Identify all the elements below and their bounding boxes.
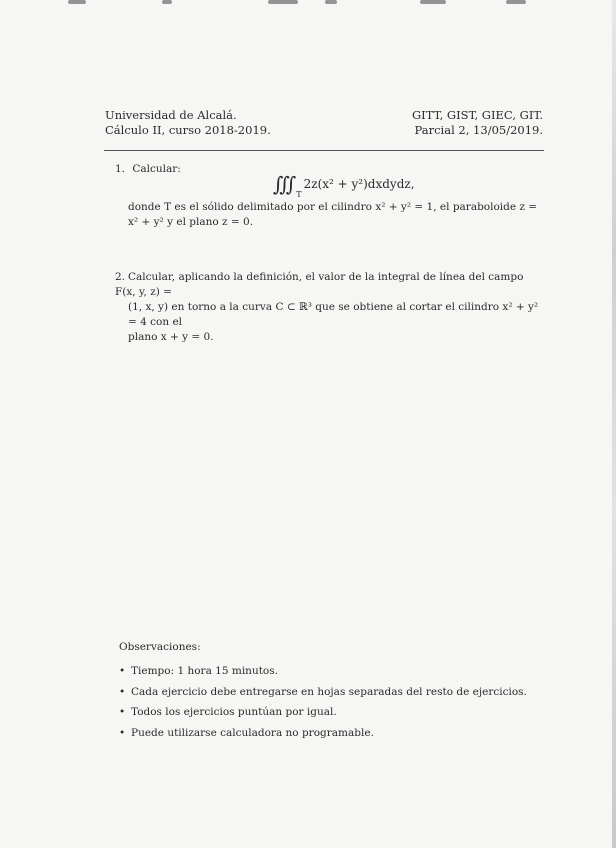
scan-artifact-top [0,0,616,10]
observation-item: • Tiempo: 1 hora 15 minutos. [119,665,527,677]
header-left [105,108,271,138]
problem-1-heading [115,162,181,177]
university-name: Universidad de Alcalá. [105,108,237,122]
course-name: Cálculo II, curso 2018-2019. [105,123,271,137]
problem-2-line-1: Calcular, aplicando la definición, el valor de la integral de línea del campo F(x, y, z) = [115,271,524,298]
header-divider [104,150,544,151]
integrand: 2z(x² + y²)dxdydz, [303,177,415,191]
triple-integral-symbol: ∫∫∫ [273,172,293,196]
scan-edge-shadow [612,0,616,848]
problem-1-number: 1. [115,163,126,175]
problem-2 [115,270,544,345]
observations-list [119,665,527,739]
problem-2-line-2: (1, x, y) en torno a la curva C ⊂ ℝ³ que se obtiene al cortar el cilindro x² + y² = 4 con el [128,301,539,328]
observations-section [119,641,527,747]
exam-info: Parcial 2, 13/05/2019. [414,123,543,137]
problem-2-number: 2. [115,271,126,283]
problem-1-label: Calcular: [132,163,181,175]
integral-domain: T [296,190,302,199]
observations-title: Observaciones: [119,641,201,653]
observation-item: • Todos los ejercicios puntúan por igual. [119,706,527,718]
problem-2-line-3: plano x + y = 0. [128,331,214,343]
observation-item: • Puede utilizarse calculadora no programable. [119,727,527,739]
problem-1-formula [273,169,415,199]
degree-list: GITT, GIST, GIEC, GIT. [412,108,543,122]
problem-1-text: donde T es el sólido delimitado por el cilindro x² + y² = 1, el paraboloide z = x² + y² y el plano z = 0. [128,201,538,228]
header-right [412,108,543,138]
observation-item: • Cada ejercicio debe entregarse en hojas separadas del resto de ejercicios. [119,686,527,698]
